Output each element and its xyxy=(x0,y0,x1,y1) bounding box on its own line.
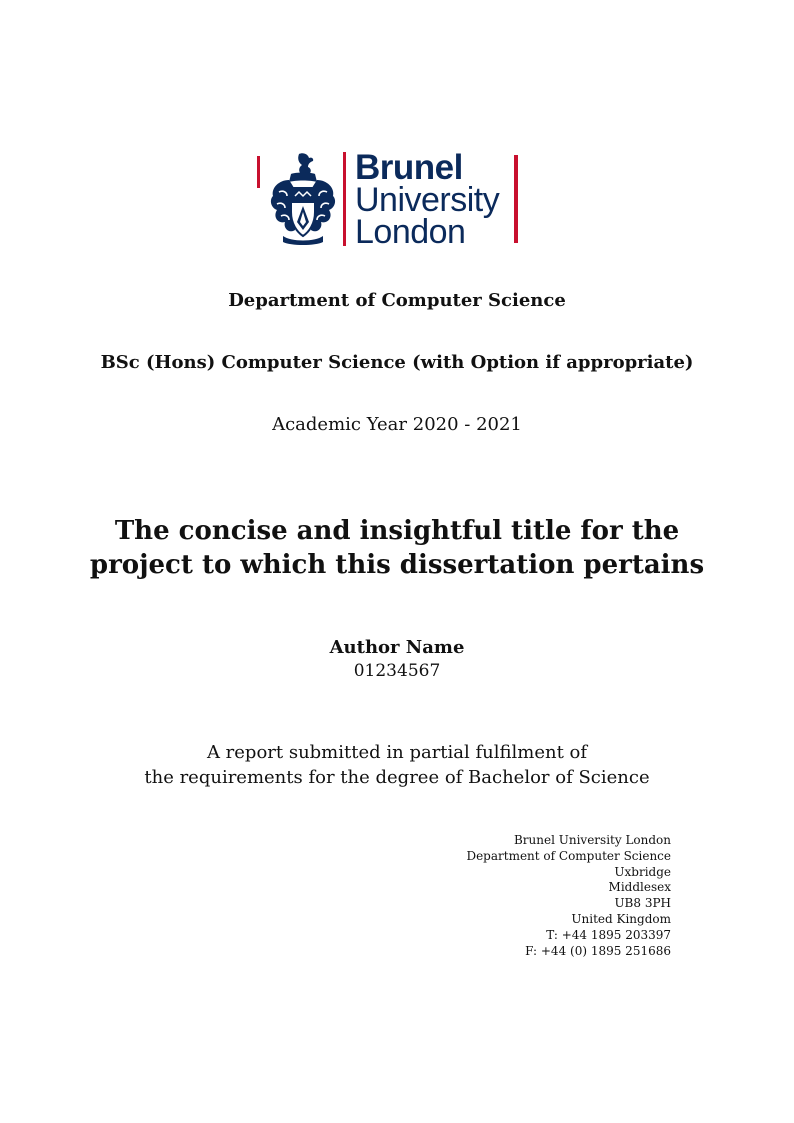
university-logo xyxy=(255,150,525,250)
report-statement xyxy=(0,740,794,790)
department-heading: Department of Computer Science xyxy=(228,290,566,311)
address-line: United Kingdom xyxy=(571,911,671,926)
student-id: 01234567 xyxy=(353,661,441,681)
address-phone: T: +44 1895 203397 xyxy=(546,927,671,942)
address-line: Brunel University London xyxy=(513,833,671,847)
logo-line-1: Brunel xyxy=(355,148,463,187)
academic-year: Academic Year 2020 - 2021 xyxy=(272,414,522,435)
logo-accent-bar-left xyxy=(257,156,260,188)
university-address xyxy=(466,833,671,959)
address-fax: F: +44 (0) 1895 251686 xyxy=(525,943,671,958)
logo-accent-bar-right xyxy=(514,155,518,243)
report-line-1: A report submitted in partial fulfilment of xyxy=(206,742,588,763)
dissertation-title xyxy=(0,514,794,582)
logo-line-3: London xyxy=(355,213,466,251)
address-line: Uxbridge xyxy=(614,864,671,879)
address-line: UB8 3PH xyxy=(614,896,671,911)
university-crest-icon xyxy=(265,150,341,250)
address-line: Department of Computer Science xyxy=(466,848,671,863)
degree-programme: BSc (Hons) Computer Science (with Option if appropriate) xyxy=(100,352,694,373)
address-line: Middlesex xyxy=(608,880,671,895)
logo-line-2: University xyxy=(355,181,500,219)
title-line-2: project to which this dissertation pertains xyxy=(89,550,705,580)
author-name: Author Name xyxy=(329,637,465,658)
title-line-1: The concise and insightful title for the xyxy=(114,516,680,546)
logo-divider xyxy=(343,152,346,246)
report-line-2: the requirements for the degree of Bachelor of Science xyxy=(144,767,650,788)
